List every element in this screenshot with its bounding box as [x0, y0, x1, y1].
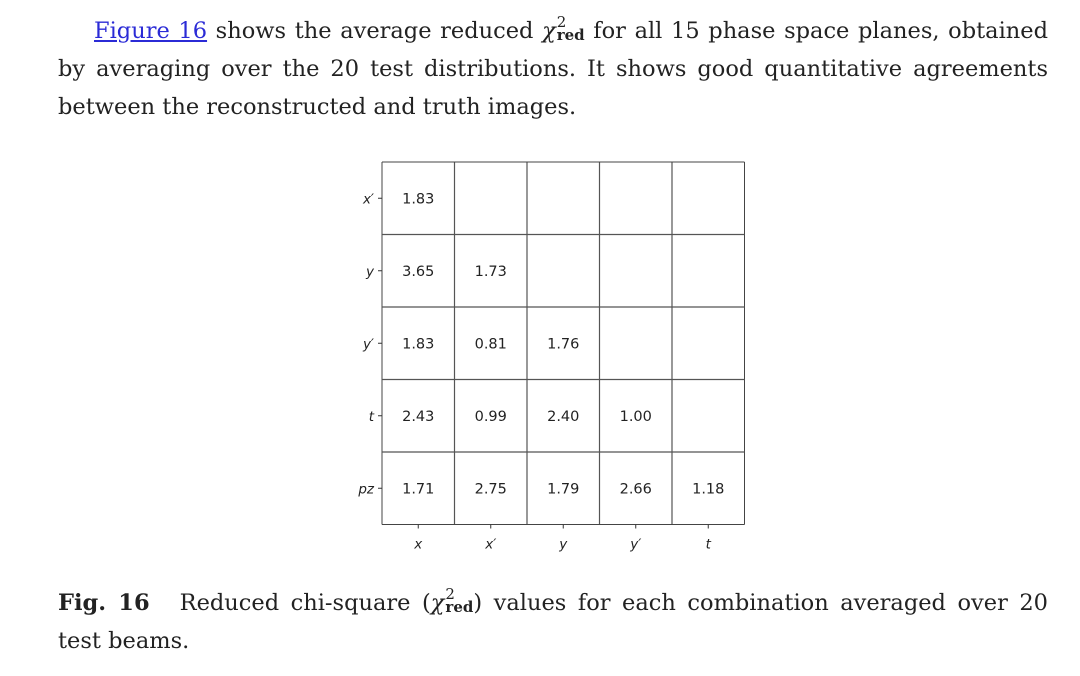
cell-value: 0.99: [474, 408, 507, 425]
cell-value: 2.66: [619, 481, 652, 498]
caption-chi-symbol: χ: [430, 590, 445, 616]
caption-chi-subscript: red: [445, 598, 474, 616]
cell-values: [402, 191, 724, 497]
col-tick-label: x′: [485, 536, 497, 553]
chi-symbol: χ: [542, 18, 556, 44]
caption-label: Fig. 16: [58, 590, 150, 616]
cell-value: 1.83: [402, 191, 435, 208]
figure-16-link[interactable]: Figure 16: [94, 18, 208, 44]
cell-value: 1.18: [692, 481, 725, 498]
figure-caption: [58, 584, 1048, 660]
paragraph-text-b: for all 15 phase space planes, obtained by averaging over the 20 test distributions. It shows good quantitative agreements between the reconstructed and truth images.: [58, 18, 1048, 120]
row-tick-label: y′: [362, 336, 374, 353]
cell-value: 1.73: [474, 263, 507, 280]
col-tick-label: y: [559, 536, 568, 553]
col-tick-label: x: [414, 536, 423, 553]
chi-sup-sub: [556, 13, 585, 44]
row-tick-label: pz: [358, 481, 374, 498]
cell-value: 2.75: [474, 481, 507, 498]
col-tick-label: t: [705, 536, 711, 553]
row-tick-label: y: [366, 263, 374, 280]
cell-value: 1.83: [402, 336, 435, 353]
chi-superscript: 2: [556, 13, 567, 32]
row-tick-label: x′: [362, 191, 374, 208]
cell-value: 1.71: [402, 481, 435, 498]
col-tick-labels: [413, 525, 711, 553]
cell-value: 3.65: [402, 263, 435, 280]
paragraph-text-a: shows the average reduced: [207, 18, 543, 44]
cell-value: 2.43: [402, 408, 435, 425]
caption-text-b: ) values for each combination averaged over 20 test beams.: [58, 590, 1048, 654]
cell-value: 2.40: [547, 408, 580, 425]
row-tick-label: t: [368, 408, 374, 425]
chi-subscript: red: [556, 26, 585, 44]
cell-value: 0.81: [474, 336, 507, 353]
cell-value: 1.79: [547, 481, 580, 498]
chi-square-grid-figure: [340, 156, 760, 556]
chi-square-grid: [340, 156, 760, 556]
cell-value: 1.76: [547, 336, 580, 353]
row-tick-labels: [357, 191, 382, 497]
caption-text-a: Reduced chi-square (: [179, 590, 431, 616]
cell-value: 1.00: [619, 408, 652, 425]
caption-chi-sup-sub: [445, 585, 474, 616]
body-paragraph: [58, 12, 1048, 126]
caption-chi-superscript: 2: [445, 585, 455, 604]
col-tick-label: y′: [630, 536, 642, 553]
